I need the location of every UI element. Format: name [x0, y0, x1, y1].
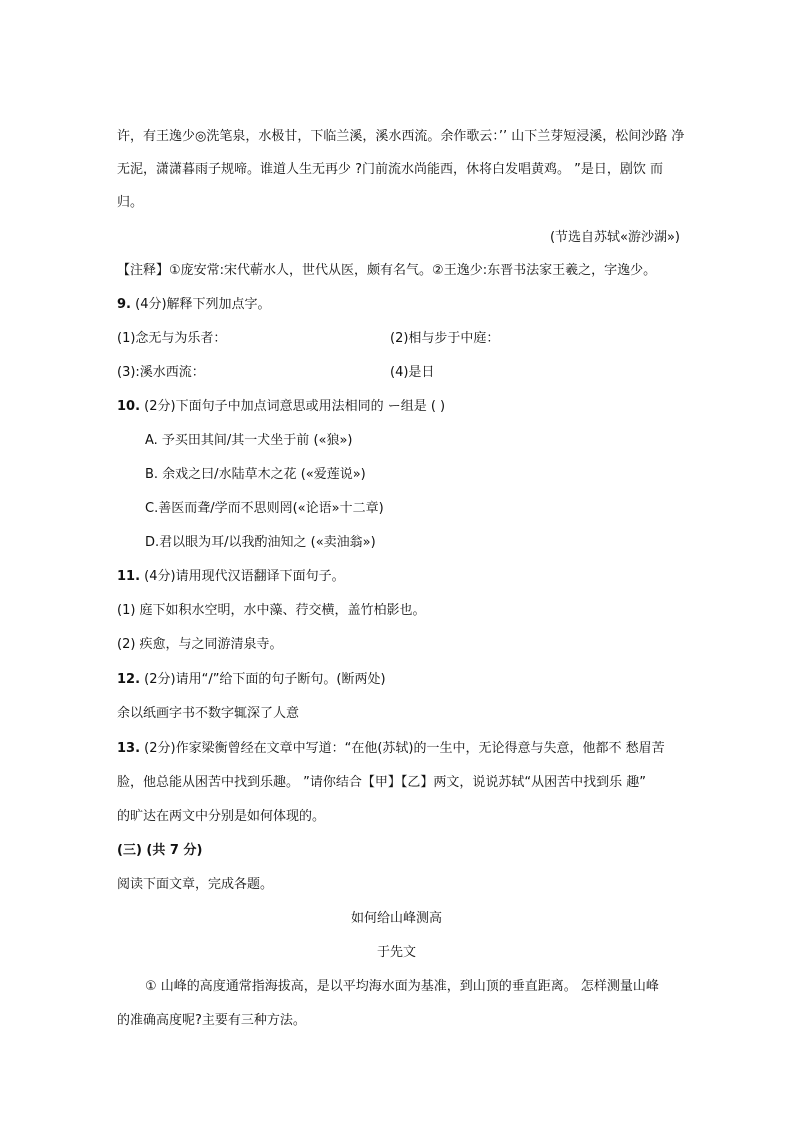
- question-number: 12.: [117, 672, 141, 687]
- q10-option-c: C.善医而聋/学而不思则罔(«论语»十二章): [145, 501, 384, 516]
- question-text: (4分)请用现代汉语翻译下面句子。: [144, 569, 345, 584]
- q9-item-1: (1)念无与为乐者：: [117, 331, 227, 346]
- q9-item-3: (3):溪水西流：: [117, 365, 205, 380]
- section-instruction: 阅读下面文章，完成各题。: [117, 877, 274, 892]
- question-number: 9.: [117, 297, 131, 312]
- question-number: 11.: [117, 569, 141, 584]
- q9-item-4: (4)是日: [390, 365, 435, 380]
- passage-line-2: 无泥，潇潇暮雨子规啼。谁道人生无再少 ?门前流水尚能西，休将白发唱黄鸡。 ”是日，剧饮 而: [117, 162, 664, 177]
- article-title: 如何给山峰测高: [350, 911, 442, 926]
- q10-option-a: A. 予买田其间/其一犬坐于前 («狼»): [145, 433, 353, 448]
- q10-option-d: D.君以眼为耳/以我酌油知之 («卖油翁»): [145, 535, 376, 550]
- passage-line-1: 许，有王逸少◎洗笔泉，水极甘，下临兰溪，溪水西流。余作歌云：’’ 山下兰芽短浸溪，松间沙路 净: [117, 129, 685, 144]
- q11-item-1: (1) 庭下如积水空明，水中藻、荇交横，盖竹柏影也。: [117, 603, 426, 618]
- question-text-line-3: 的旷达在两文中分别是如何体现的。: [117, 809, 326, 824]
- article-author: 于先文: [376, 945, 416, 960]
- q10-option-b: B. 余戏之曰/水陆草木之花 («爱莲说»): [145, 467, 366, 482]
- question-text: (2分)请用“/”给下面的句子断句。(断两处): [144, 672, 386, 687]
- q11-item-2: (2) 疾愈，与之同游清泉寺。: [117, 637, 283, 652]
- question-number: 10.: [117, 399, 141, 414]
- article-paragraph-1-line-2: 的准确高度呢?主要有三种方法。: [117, 1013, 306, 1028]
- question-text: (4分)解释下列加点字。: [135, 297, 271, 312]
- question-text-line-2: 脸，他总能从困苦中找到乐趣。 ”请你结合【甲】【乙】两文，说说苏轼“从困苦中找到乐 趣”: [117, 775, 646, 790]
- section-heading: (三) (共 7 分): [117, 843, 203, 858]
- question-text: (2分)下面句子中加点词意思或用法相同的 ー组是 ( ): [144, 399, 446, 414]
- article-paragraph-1-line-1: ① 山峰的高度通常指海拔高，是以平均海水面为基准，到山顶的垂直距离。 怎样测量山峰: [145, 979, 659, 994]
- question-number: 13.: [117, 741, 141, 756]
- passage-line-3: 归。: [117, 195, 144, 210]
- q9-item-2: (2)相与步于中庭：: [390, 331, 500, 346]
- question-text-line-1: (2分)作家梁衡曾经在文章中写道：“在他(苏轼)的一生中，无论得意与失意，他都不 愁眉苦: [144, 741, 665, 756]
- passage-source: (节选自苏轼«游沙湖»): [549, 230, 680, 245]
- q12-sentence: 余以纸画字书不数字辄深了人意: [117, 706, 300, 721]
- passage-note: 【注释】①庞安常:宋代蕲水人，世代从医，颇有名气。②王逸少:东晋书法家王羲之，字逸少。: [117, 263, 657, 278]
